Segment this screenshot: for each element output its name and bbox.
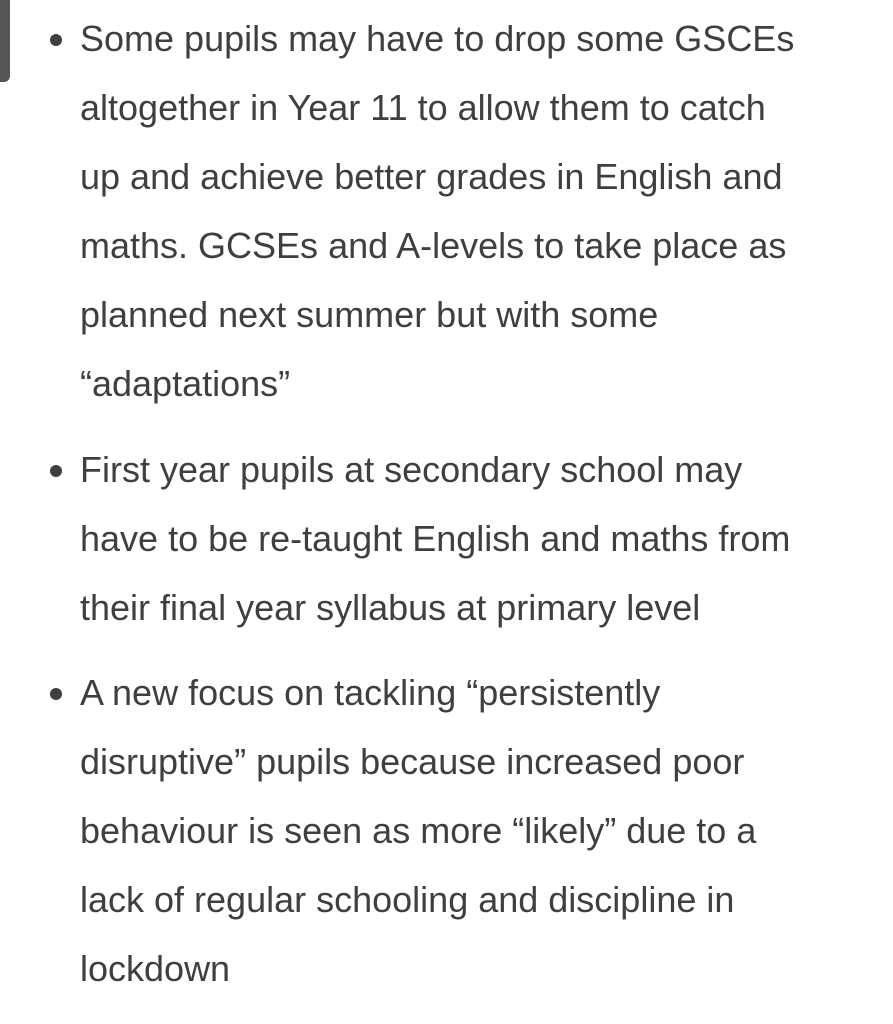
list-item-text: First year pupils at secondary school may have to be re-taught English and maths from their final year syllabus at primary level [80,449,791,628]
list-item-text: Some pupils may have to drop some GSCEs altogether in Year 11 to allow them to catch up and achieve better grades in English and maths. GCSEs and A-levels to take place as planned next summer but with some “adaptations” [80,18,795,404]
list-item [0,658,893,1003]
list-item [0,435,893,642]
bullet-dot-icon [50,688,62,700]
bullet-dot-icon [50,34,62,46]
list-item [0,4,893,418]
bullet-dot-icon [50,465,62,477]
list-item-text: A new focus on tackling “persistently disruptive” pupils because increased poor behaviour is seen as more “likely” due to a lack of regular schooling and discipline in lockdown [80,672,757,989]
